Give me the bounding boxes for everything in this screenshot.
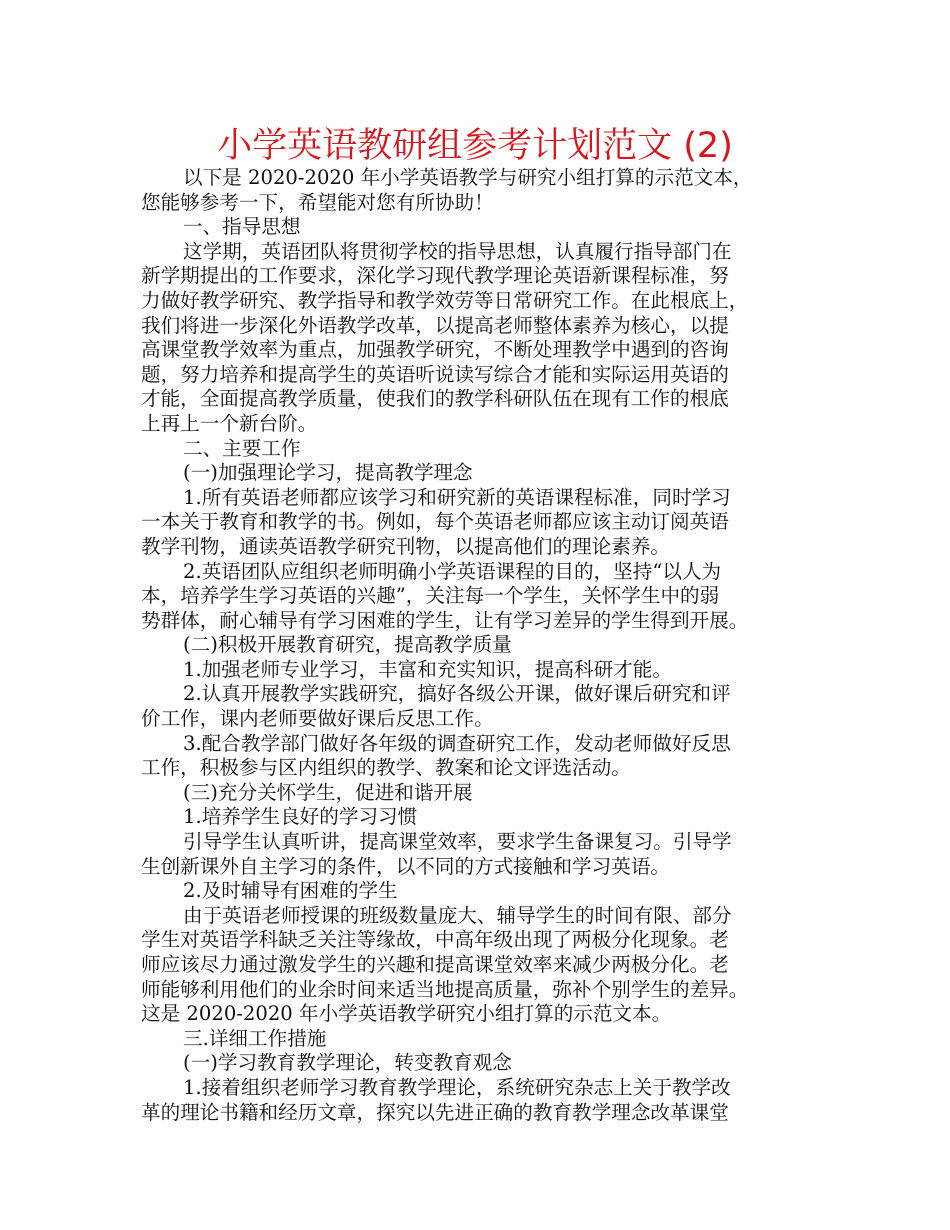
paragraph-line: (二)积极开展教育研究，提高教学质量 [183, 633, 512, 657]
paragraph-line: 新学期提出的工作要求，深化学习现代教学理论英语新课程标准，努 [141, 264, 729, 288]
paragraph-line: 以下是 2020-2020 年小学英语教学与研究小组打算的示范文本， [183, 166, 753, 189]
paragraph-line: 教学刊物，通读英语教学研究刊物，以提高他们的理论素养。 [141, 534, 671, 558]
paragraph-line: 价工作，课内老师要做好课后反思工作。 [141, 707, 494, 731]
paragraph-line: 您能够参考一下，希望能对您有所协助！ [141, 190, 494, 214]
paragraph-line: 工作，积极参与区内组织的教学、教案和论文评选活动。 [141, 756, 631, 780]
paragraph-line: 这是 2020-2020 年小学英语教学研究小组打算的示范文本。 [141, 1002, 672, 1026]
paragraph-line: 本，培养学生学习英语的兴趣”，关注每一个学生，关怀学生中的弱 [141, 584, 720, 608]
paragraph-line: 高课堂教学效率为重点，加强教学研究，不断处理教学中遇到的咨询 [141, 338, 729, 362]
paragraph-line: 一本关于教育和教学的书。例如，每个英语老师都应该主动订阅英语 [141, 510, 729, 534]
paragraph-line: 我们将进一步深化外语教学改革，以提高老师整体素养为核心，以提 [141, 313, 729, 337]
paragraph-line: 2.及时辅导有困难的学生 [183, 879, 398, 903]
paragraph-line: 由于英语老师授课的班级数量庞大、辅导学生的时间有限、部分 [183, 903, 732, 927]
document-title: 小学英语教研组参考计划范文 (2) [217, 126, 733, 166]
paragraph-line: 1.所有英语老师都应该学习和研究新的英语课程标准，同时学习 [183, 485, 731, 509]
paragraph-line: 学生对英语学科缺乏关注等缘故，中高年级出现了两极分化现象。老 [141, 928, 729, 952]
document-body [141, 166, 831, 1125]
paragraph-line: 这学期，英语团队将贯彻学校的指导思想，认真履行指导部门在 [183, 239, 732, 263]
paragraph-line: 1.接着组织老师学习教育教学理论，系统研究杂志上关于教学改 [183, 1075, 731, 1099]
paragraph-line: 2.认真开展教学实践研究，搞好各级公开课，做好课后研究和评 [183, 682, 731, 706]
paragraph-line: 生创新课外自主学习的条件，以不同的方式接触和学习英语。 [141, 854, 671, 878]
paragraph-line: (三)充分关怀学生，促进和谐开展 [183, 780, 473, 804]
paragraph-line: 革的理论书籍和经历文章，探究以先进正确的教育教学理念改革课堂 [141, 1100, 729, 1124]
paragraph-line: 引导学生认真听讲，提高课堂效率，要求学生备课复习。引导学 [183, 830, 732, 854]
paragraph-line: 2.英语团队应组织老师明确小学英语课程的目的，坚持“以人为 [183, 559, 722, 583]
paragraph-line: 势群体，耐心辅导有学习困难的学生，让有学习差异的学生得到开展。 [141, 608, 749, 632]
paragraph-line: (一)学习教育教学理论，转变教育观念 [183, 1051, 512, 1075]
paragraph-line: 师应该尽力通过激发学生的兴趣和提高课堂效率来减少两极分化。老 [141, 953, 729, 976]
paragraph-line: 力做好教学研究、教学指导和教学效劳等日常研究工作。在此根底上， [141, 288, 749, 312]
paragraph-line: 三.详细工作措施 [183, 1026, 327, 1050]
paragraph-line: 题，努力培养和提高学生的英语听说读写综合才能和实际运用英语的 [141, 362, 729, 386]
paragraph-line: 3.配合教学部门做好各年级的调查研究工作，发动老师做好反思 [183, 731, 731, 755]
paragraph-line: 师能够利用他们的业余时间来适当地提高质量，弥补个别学生的差异。 [141, 977, 749, 1001]
paragraph-line: (一)加强理论学习，提高教学理念 [183, 461, 473, 485]
paragraph-line: 1.培养学生良好的学习习惯 [183, 805, 418, 829]
paragraph-line: 1.加强老师专业学习，丰富和充实知识，提高科研才能。 [183, 657, 672, 681]
paragraph-line: 才能，全面提高教学质量，使我们的教学科研队伍在现有工作的根底 [141, 387, 729, 411]
paragraph-line: 一、指导思想 [183, 215, 301, 239]
paragraph-line: 二、主要工作 [183, 436, 301, 460]
paragraph-line: 上再上一个新台阶。 [141, 411, 318, 435]
